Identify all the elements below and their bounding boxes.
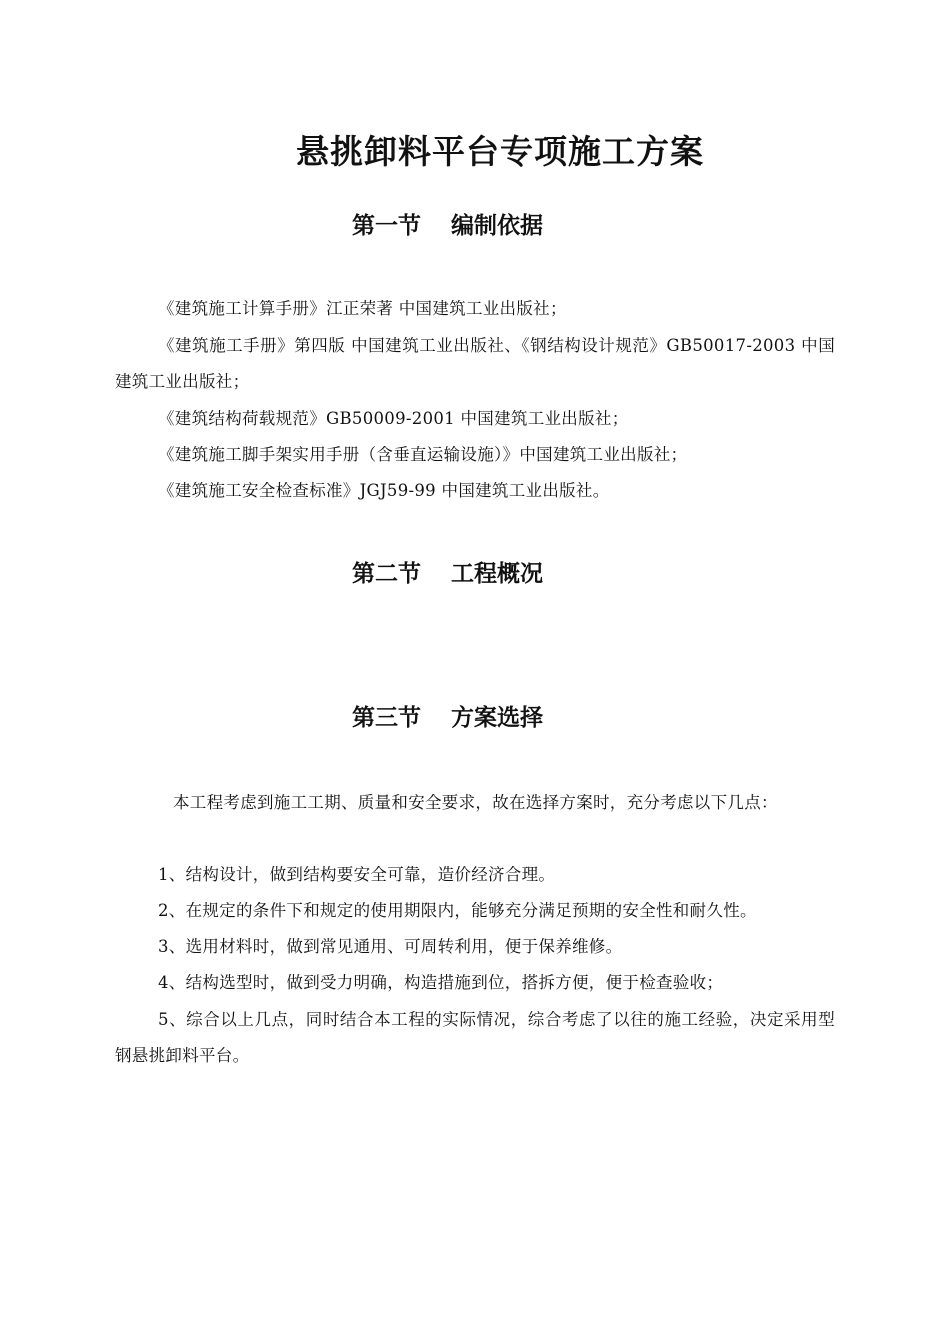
section-number: 第一节: [352, 213, 421, 239]
reference-item: 《建筑施工脚手架实用手册（含垂直运输设施）》中国建筑工业出版社；: [158, 445, 688, 464]
section-heading-2: [0, 557, 895, 591]
reference-item: 《建筑施工计算手册》江正荣著 中国建筑工业出版社；: [158, 299, 567, 318]
reference-item: 《建筑施工手册》第四版 中国建筑工业出版社、《钢结构设计规范》GB50017-2003 中国建筑工业出版社；: [115, 336, 835, 391]
reference-item: 《建筑施工安全检查标准》JGJ59-99 中国建筑工业出版社。: [158, 481, 610, 500]
list-item: 3、选用材料时，做到常见通用、可周转利用，便于保养维修。: [158, 937, 623, 956]
section-heading-3: [0, 701, 895, 735]
section-title: 方案选择: [451, 705, 543, 731]
reference-item: 《建筑结构荷载规范》GB50009-2001 中国建筑工业出版社；: [158, 409, 629, 428]
section-title: 工程概况: [451, 561, 543, 587]
document-title: 悬挑卸料平台专项施工方案: [296, 132, 704, 171]
section-heading-1: [0, 209, 895, 243]
list-item: 4、结构选型时，做到受力明确，构造措施到位，搭拆方便，便于检查验收；: [158, 973, 724, 992]
list-item: 1、结构设计，做到结构要安全可靠，造价经济合理。: [158, 865, 556, 884]
section-number: 第二节: [352, 561, 421, 587]
list-item: 2、在规定的条件下和规定的使用期限内，能够充分满足预期的安全性和耐久性。: [158, 901, 757, 920]
list-item: 5、综合以上几点，同时结合本工程的实际情况，综合考虑了以往的施工经验，决定采用型钢悬挑卸料平台。: [115, 1010, 835, 1065]
section-number: 第三节: [352, 705, 421, 731]
intro-paragraph: 本工程考虑到施工工期、质量和安全要求，故在选择方案时，充分考虑以下几点：: [173, 793, 778, 812]
section-title: 编制依据: [451, 213, 543, 239]
